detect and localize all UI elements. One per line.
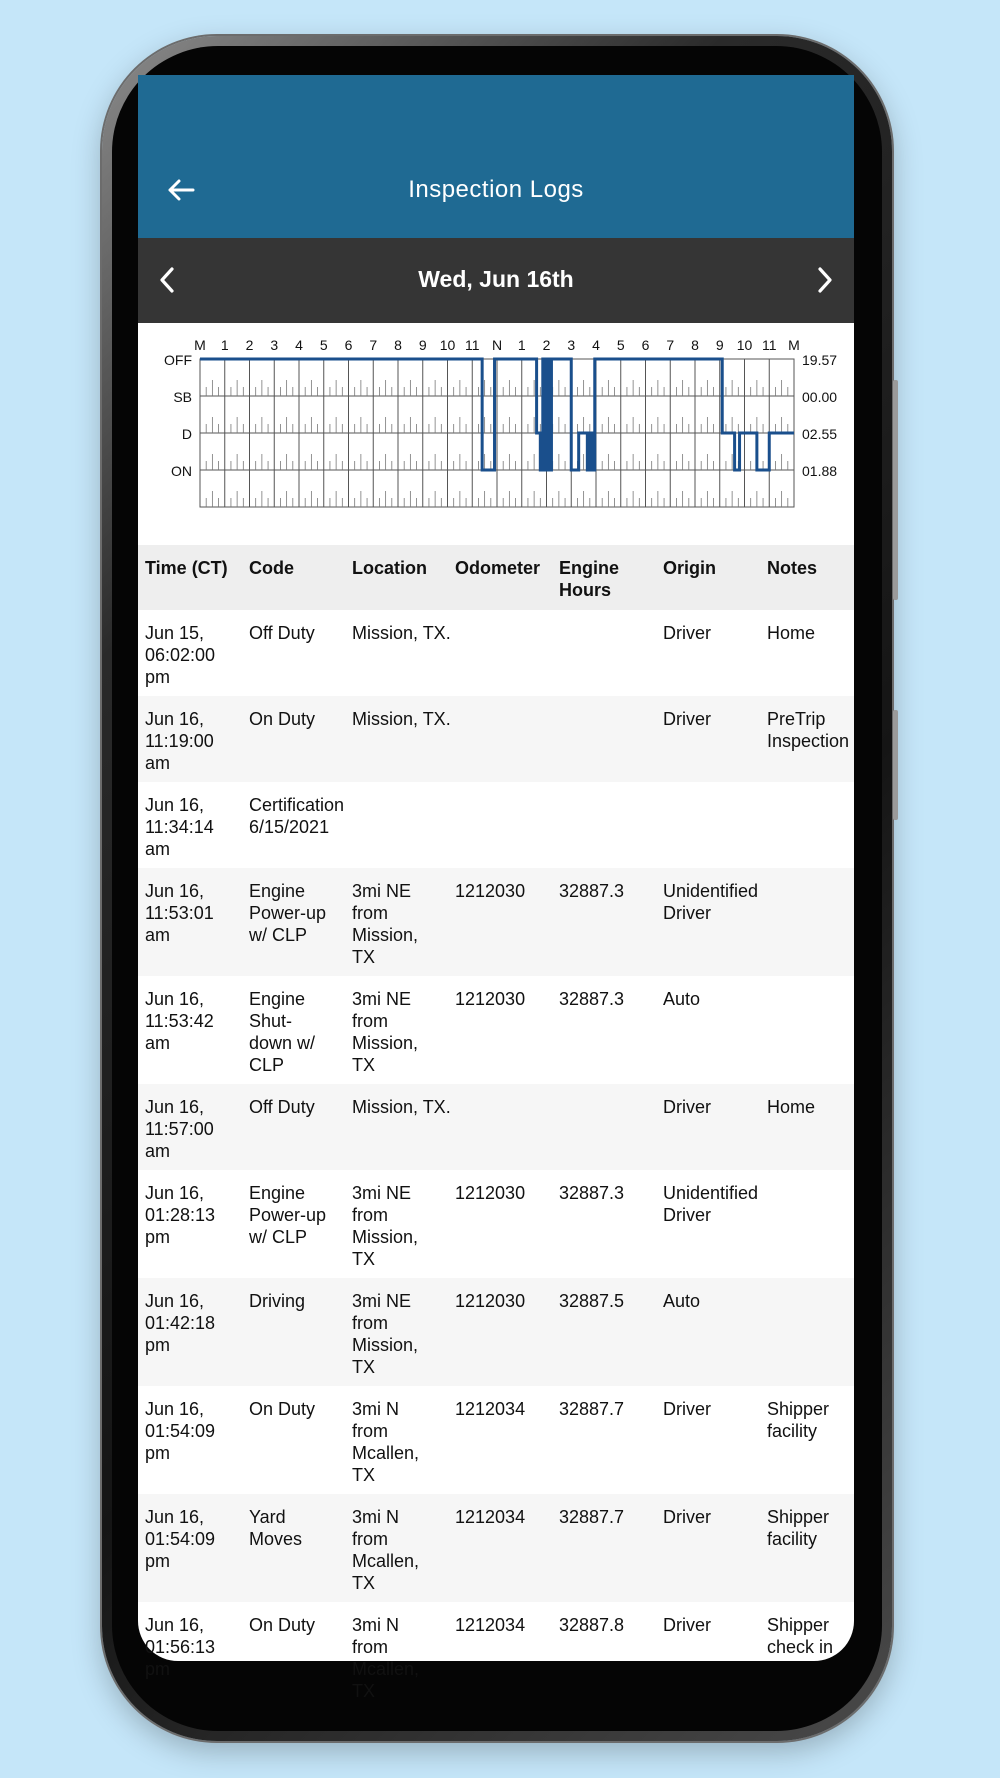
header-origin: Origin [663,558,716,578]
hour-label: 1 [220,337,229,353]
cell-code: Engine Power-up w/ CLP [249,881,327,945]
header-location: Location [352,558,427,578]
cell-notes: PreTrip Inspection [767,709,850,751]
cell-origin: Driver [663,1615,711,1635]
cell-location: Mission, TX. [352,709,451,729]
cell-origin: Unidentified Driver [663,1183,759,1225]
status-total: 00.00 [802,389,838,405]
cell-location: 3mi NE from Mission, TX [352,1291,419,1377]
cell-engine-hours: 32887.7 [559,1507,625,1527]
cell-origin: Unidentified Driver [663,881,759,923]
cell-engine-hours: 32887.3 [559,1183,625,1203]
cell-location: Mission, TX. [352,1097,451,1117]
header-time: Time (CT) [145,558,228,578]
table-row[interactable] [138,696,854,782]
cell-code: On Duty [249,1615,316,1635]
hour-label: 7 [666,337,675,353]
hour-label: 7 [369,337,378,353]
hour-label: 5 [616,337,625,353]
table-row[interactable] [138,1602,854,1710]
power-button [893,380,898,600]
cell-time: Jun 16, 01:54:09 pm [145,1399,216,1463]
cell-time: Jun 16, 11:53:01 am [145,881,214,945]
hour-label: 9 [418,337,427,353]
cell-origin: Driver [663,623,711,643]
table-row[interactable] [138,1170,854,1278]
hour-label: N [491,337,503,353]
cell-code: Certification 6/15/2021 [249,795,345,837]
date-navigator [138,238,854,323]
duty-status-graph [138,323,854,545]
duty-status-chart [138,323,854,545]
table-row[interactable] [138,976,854,1084]
cell-origin: Driver [663,1097,711,1117]
hour-label: 10 [736,337,753,353]
status-total: 19.57 [802,352,838,368]
header-code: Code [249,558,294,578]
cell-code: Yard Moves [249,1507,303,1549]
page-title: Inspection Logs [408,176,584,203]
hour-label: M [788,337,800,353]
cell-time: Jun 16, 11:53:42 am [145,989,214,1053]
app-bar [138,75,854,238]
hour-label: 5 [319,337,328,353]
status-total: 01.88 [802,463,838,479]
cell-location: 3mi N from Mcallen, TX [352,1399,420,1485]
table-header [138,545,854,610]
hour-label: 4 [592,337,600,353]
cell-odometer: 1212030 [455,989,526,1009]
cell-code: On Duty [249,1399,316,1419]
selected-date: Wed, Jun 16th [418,266,574,292]
table-row[interactable] [138,868,854,976]
cell-time: Jun 16, 11:57:00 am [145,1097,214,1161]
cell-odometer: 1212030 [455,1183,526,1203]
cell-odometer: 1212034 [455,1399,526,1419]
hour-label: 11 [761,337,777,353]
cell-location: 3mi NE from Mission, TX [352,881,419,967]
hour-label: 11 [464,337,480,353]
cell-notes: Shipper facility [767,1399,830,1441]
cell-time: Jun 15, 06:02:00 pm [145,623,216,687]
status-label: D [181,426,192,442]
header-odometer: Odometer [455,558,541,578]
hour-label: 6 [344,337,353,353]
hour-label: M [194,337,206,353]
cell-notes: Shipper facility [767,1507,830,1549]
table-row[interactable] [138,782,854,868]
cell-time: Jun 16, 11:34:14 am [145,795,214,859]
cell-location: 3mi N from Mcallen, TX [352,1615,420,1701]
cell-time: Jun 16, 01:42:18 pm [145,1291,216,1355]
cell-origin: Driver [663,709,711,729]
hour-label: 3 [270,337,279,353]
hour-label: 8 [394,337,402,353]
table-row[interactable] [138,1084,854,1170]
cell-engine-hours: 32887.8 [559,1615,625,1635]
cell-engine-hours: 32887.3 [559,989,625,1009]
table-row[interactable] [138,1386,854,1494]
hour-label: 10 [439,337,456,353]
cell-origin: Driver [663,1507,711,1527]
status-label: OFF [164,352,192,368]
cell-odometer: 1212030 [455,881,526,901]
cell-time: Jun 16, 01:56:13 pm [145,1615,216,1679]
hour-label: 2 [245,337,254,353]
status-total: 02.55 [802,426,838,442]
cell-code: Driving [249,1291,306,1311]
cell-origin: Driver [663,1399,711,1419]
cell-origin: Auto [663,989,701,1009]
volume-button [893,710,898,820]
cell-time: Jun 16, 01:54:09 pm [145,1507,216,1571]
cell-code: Engine Power-up w/ CLP [249,1183,327,1247]
table-row[interactable] [138,610,854,696]
cell-location: 3mi N from Mcallen, TX [352,1507,420,1593]
hour-label: 2 [542,337,551,353]
cell-time: Jun 16, 11:19:00 am [145,709,214,773]
status-label: ON [171,463,192,479]
chevron-right-icon [816,266,834,294]
cell-location: 3mi NE from Mission, TX [352,989,419,1075]
header-notes: Notes [767,558,818,578]
status-label: SB [173,389,192,405]
log-events-table [138,545,854,1710]
table-row[interactable] [138,1278,854,1386]
hour-label: 1 [517,337,526,353]
hour-label: 8 [691,337,699,353]
cell-code: Off Duty [249,1097,315,1117]
next-day-button[interactable] [810,263,840,297]
table-row[interactable] [138,1494,854,1602]
hour-label: 9 [715,337,724,353]
cell-notes: Home [767,623,816,643]
header-engine-hours: Engine Hours [559,558,620,600]
cell-engine-hours: 32887.7 [559,1399,625,1419]
cell-code: On Duty [249,709,316,729]
cell-odometer: 1212034 [455,1615,526,1635]
cell-location: 3mi NE from Mission, TX [352,1183,419,1269]
cell-notes: Shipper check in [767,1615,834,1657]
cell-time: Jun 16, 01:28:13 pm [145,1183,216,1247]
cell-notes: Home [767,1097,816,1117]
hour-label: 3 [567,337,576,353]
hour-label: 6 [641,337,650,353]
cell-odometer: 1212030 [455,1291,526,1311]
cell-code: Off Duty [249,623,315,643]
hour-label: 4 [295,337,303,353]
app-screen [138,75,854,1701]
cell-code: Engine Shut-down w/ CLP [249,989,316,1075]
cell-origin: Auto [663,1291,701,1311]
cell-engine-hours: 32887.3 [559,881,625,901]
cell-odometer: 1212034 [455,1507,526,1527]
cell-engine-hours: 32887.5 [559,1291,625,1311]
cell-location: Mission, TX. [352,623,451,643]
